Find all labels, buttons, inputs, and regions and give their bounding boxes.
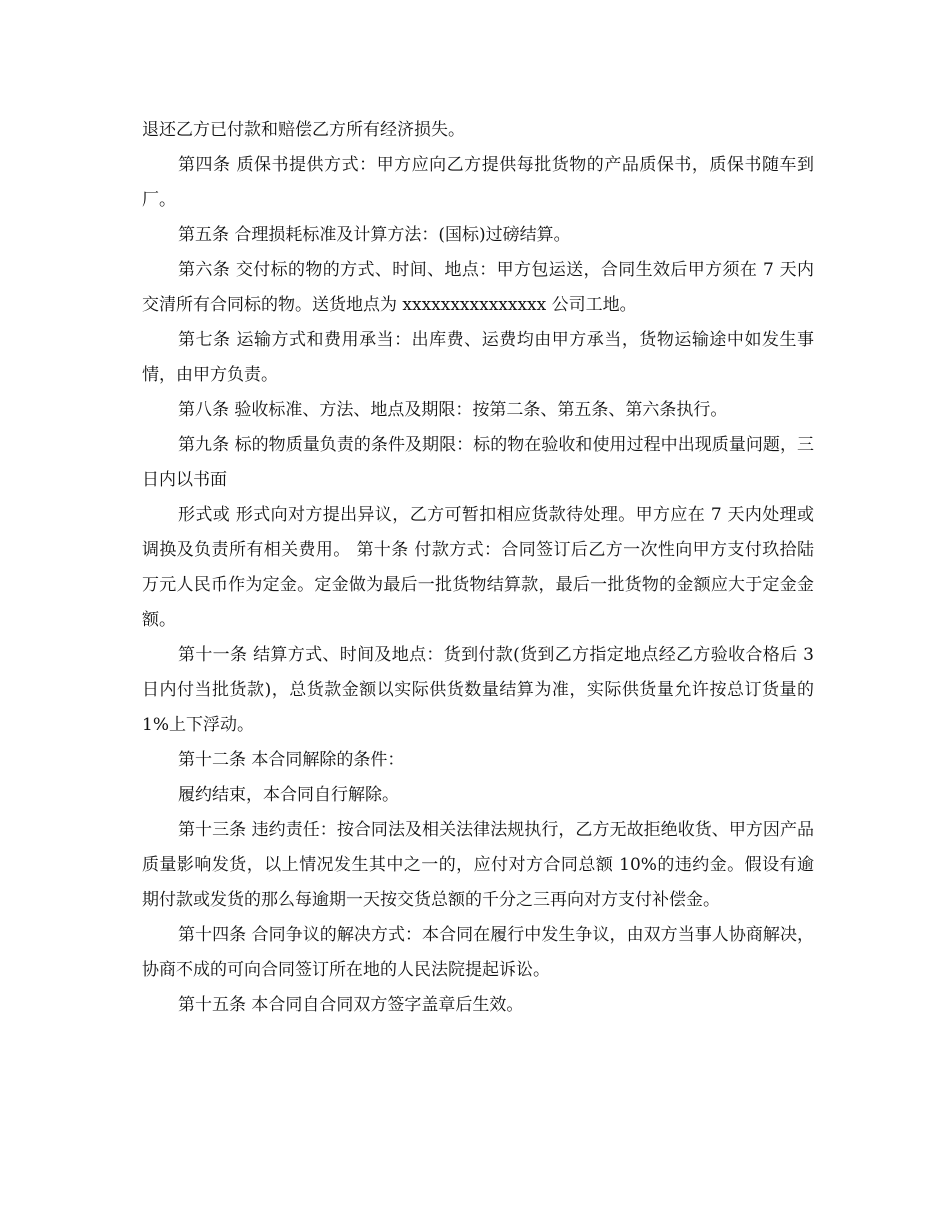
- paragraph-article-13: 第十三条 违约责任：按合同法及相关法律法规执行，乙方无故拒绝收货、甲方因产品质量影响发货，以上情况发生其中之一的，应付对方合同总额 10%的违约金。假设有逾期付款或发货的那么每逾期一天按交货总额的千分之三再向对方支付补偿金。: [142, 820, 814, 910]
- paragraph-article-6: 第六条 交付标的物的方式、时间、地点：甲方包运送，合同生效后甲方须在 7 天内交清所有合同标的物。送货地点为 xxxxxxxxxxxxxxx 公司工地。: [142, 260, 814, 315]
- paragraph-refund-continuation: 退还乙方已付款和赔偿乙方所有经济损失。: [142, 120, 465, 140]
- paragraph-article-9-10: 形式或 形式向对方提出异议，乙方可暂扣相应货款待处理。甲方应在 7 天内处理或调换及负责所有相关费用。 第十条 付款方式：合同签订后乙方一次性向甲方支付玖拾陆万元人民币作为定金。定金做为最后一批货物结算款，最后一批货物的金额应大于定金金额。: [142, 505, 814, 630]
- paragraph-article-14: 第十四条 合同争议的解决方式：本合同在履行中发生争议，由双方当事人协商解决，协商不成的可向合同签订所在地的人民法院提起诉讼。: [142, 925, 814, 980]
- document-body: [142, 113, 814, 1023]
- paragraph-article-12: 第十二条 本合同解除的条件：: [178, 750, 405, 770]
- paragraph-article-15: 第十五条 本合同自合同双方签字盖章后生效。: [178, 995, 524, 1015]
- paragraph-article-7: 第七条 运输方式和费用承当：出库费、运费均由甲方承当，货物运输途中如发生事情，由甲方负责。: [142, 330, 814, 385]
- paragraph-article-8: 第八条 验收标准、方法、地点及期限：按第二条、第五条、第六条执行。: [178, 400, 728, 420]
- paragraph-article-4: 第四条 质保书提供方式：甲方应向乙方提供每批货物的产品质保书，质保书随车到厂。: [142, 155, 814, 210]
- paragraph-article-9: 第九条 标的物质量负责的条件及期限：标的物在验收和使用过程中出现质量问题，三日内以书面: [142, 435, 814, 490]
- paragraph-article-11: 第十一条 结算方式、时间及地点：货到付款(货到乙方指定地点经乙方验收合格后 3 日内付当批货款)，总货款金额以实际供货数量结算为准，实际供货量允许按总订货量的 1%上下浮动。: [142, 645, 814, 735]
- paragraph-article-12-detail: 履约结束，本合同自行解除。: [178, 785, 399, 805]
- paragraph-article-5: 第五条 合理损耗标准及计算方法：(国标)过磅结算。: [178, 225, 571, 245]
